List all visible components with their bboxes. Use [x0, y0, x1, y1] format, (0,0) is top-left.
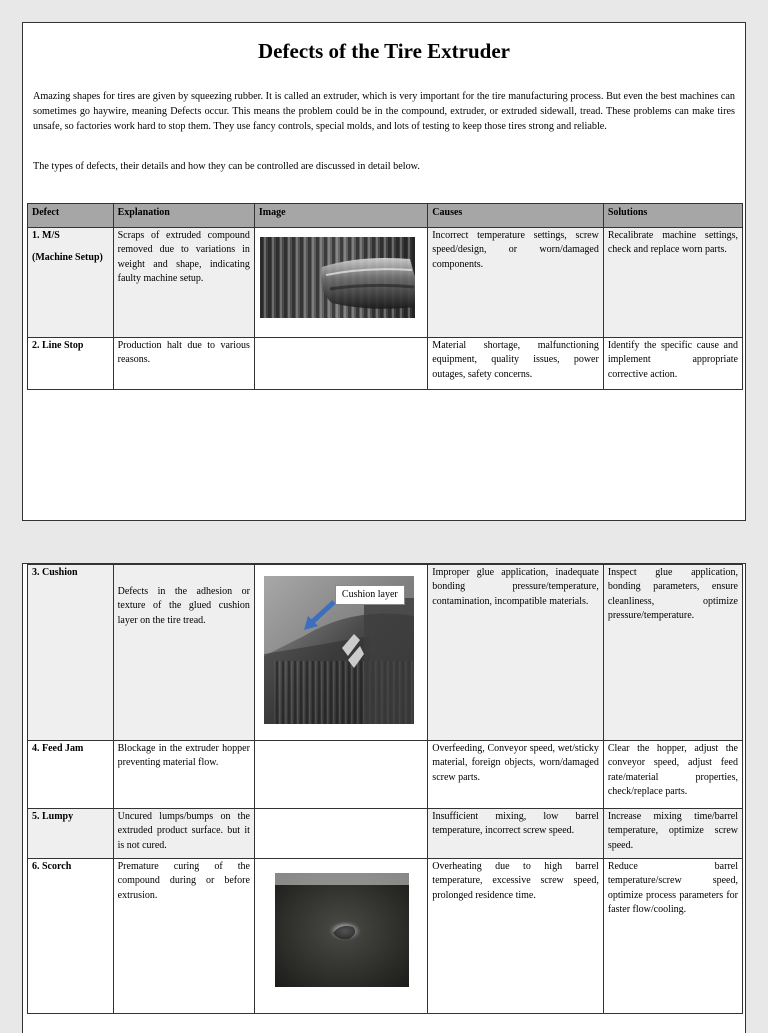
solutions-cell: Reduce barrel temperature/screw speed, optimize process parameters for faster flow/cooling.: [603, 859, 742, 1014]
defect-cell: [28, 809, 114, 859]
explanation-cell: Scraps of extruded compound removed due to variations in weight and shape, indicating faulty machine setup.: [113, 228, 254, 338]
scorch-photo: [275, 873, 409, 987]
solutions-cell: Increase mixing time/barrel temperature, optimize screw speed.: [603, 809, 742, 859]
header-causes: Causes: [428, 204, 604, 228]
defect-cell: [28, 741, 114, 809]
explanation-cell: Premature curing of the compound during or before extrusion.: [113, 859, 254, 1014]
intro-paragraph-2: The types of defects, their details and how they can be controlled are discussed in detail below.: [33, 161, 420, 172]
machine-setup-photo: [260, 237, 415, 318]
intro-paragraph: Amazing shapes for tires are given by squeezing rubber. It is called an extruder, which is very important for the tire manufacturing process. But even the best machines can sometimes go haywire, meaning Defects occur. This means the problem could be in the compound, extruder, or extruded sidewall, tread. These problems can make tires unsafe, so factories work hard to stop them. They use fancy controls, special molds, and lots of testing to keep those tires strong and reliable.: [33, 91, 735, 132]
causes-cell: Improper glue application, inadequate bonding pressure/temperature, contamination, incompatible materials.: [428, 565, 604, 741]
defect-name: 1. M/S: [32, 230, 60, 241]
defect-name: 2. Line Stop: [32, 340, 84, 351]
solutions-cell: Identify the specific cause and implement appropriate corrective action.: [603, 338, 742, 390]
defect-cell: [28, 338, 114, 390]
defect-subtitle: (Machine Setup): [32, 252, 103, 264]
image-cell: [254, 565, 427, 741]
defect-name: 3. Cushion: [32, 567, 78, 578]
header-image: Image: [254, 204, 427, 228]
table-row: [28, 809, 743, 859]
explanation-cell: Production halt due to various reasons.: [113, 338, 254, 390]
causes-cell: Insufficient mixing, low barrel temperature, incorrect screw speed.: [428, 809, 604, 859]
defects-table-part-2: [27, 564, 743, 1014]
document-page-2: [22, 563, 746, 1033]
table-row: [28, 859, 743, 1014]
defects-table-part-1: [27, 203, 743, 390]
header-explanation: Explanation: [113, 204, 254, 228]
solutions-cell: Recalibrate machine settings, check and replace worn parts.: [603, 228, 742, 338]
explanation-cell: Blockage in the extruder hopper preventing material flow.: [113, 741, 254, 809]
causes-cell: Material shortage, malfunctioning equipment, quality issues, power outages, safety concerns.: [428, 338, 604, 390]
image-cell: [254, 228, 427, 338]
defect-cell: [28, 859, 114, 1014]
solutions-cell: Clear the hopper, adjust the conveyor speed, adjust feed rate/material properties, check/replace parts.: [603, 741, 742, 809]
image-cell: [254, 859, 427, 1014]
document-page-1: [22, 22, 746, 521]
causes-cell: Overheating due to high barrel temperature, excessive screw speed, prolonged residence time.: [428, 859, 604, 1014]
header-solutions: Solutions: [603, 204, 742, 228]
table-row: [28, 565, 743, 741]
defect-name: 6. Scorch: [32, 861, 72, 872]
table-row: [28, 338, 743, 390]
causes-cell: Incorrect temperature settings, screw speed/design, or worn/damaged components.: [428, 228, 604, 338]
table-row: [28, 741, 743, 809]
cushion-layer-label: Cushion layer: [335, 585, 405, 605]
image-cell: [254, 338, 427, 390]
explanation-cell: Uncured lumps/bumps on the extruded product surface. but it is not cured.: [113, 809, 254, 859]
document-title: Defects of the Tire Extruder: [258, 39, 510, 63]
defect-name: 5. Lumpy: [32, 811, 74, 822]
defect-cell: [28, 228, 114, 338]
solutions-cell: Inspect glue application, bonding parameters, ensure cleanliness, optimize pressure/temperature.: [603, 565, 742, 741]
image-cell: [254, 809, 427, 859]
header-defect: Defect: [28, 204, 114, 228]
table-row: [28, 228, 743, 338]
explanation-cell: Defects in the adhesion or texture of the glued cushion layer on the tire tread.: [113, 565, 254, 741]
causes-cell: Overfeeding, Conveyor speed, wet/sticky material, foreign objects, worn/damaged screw parts.: [428, 741, 604, 809]
defect-name: 4. Feed Jam: [32, 743, 84, 754]
image-cell: [254, 741, 427, 809]
defect-cell: [28, 565, 114, 741]
table-header-row: [28, 204, 743, 228]
